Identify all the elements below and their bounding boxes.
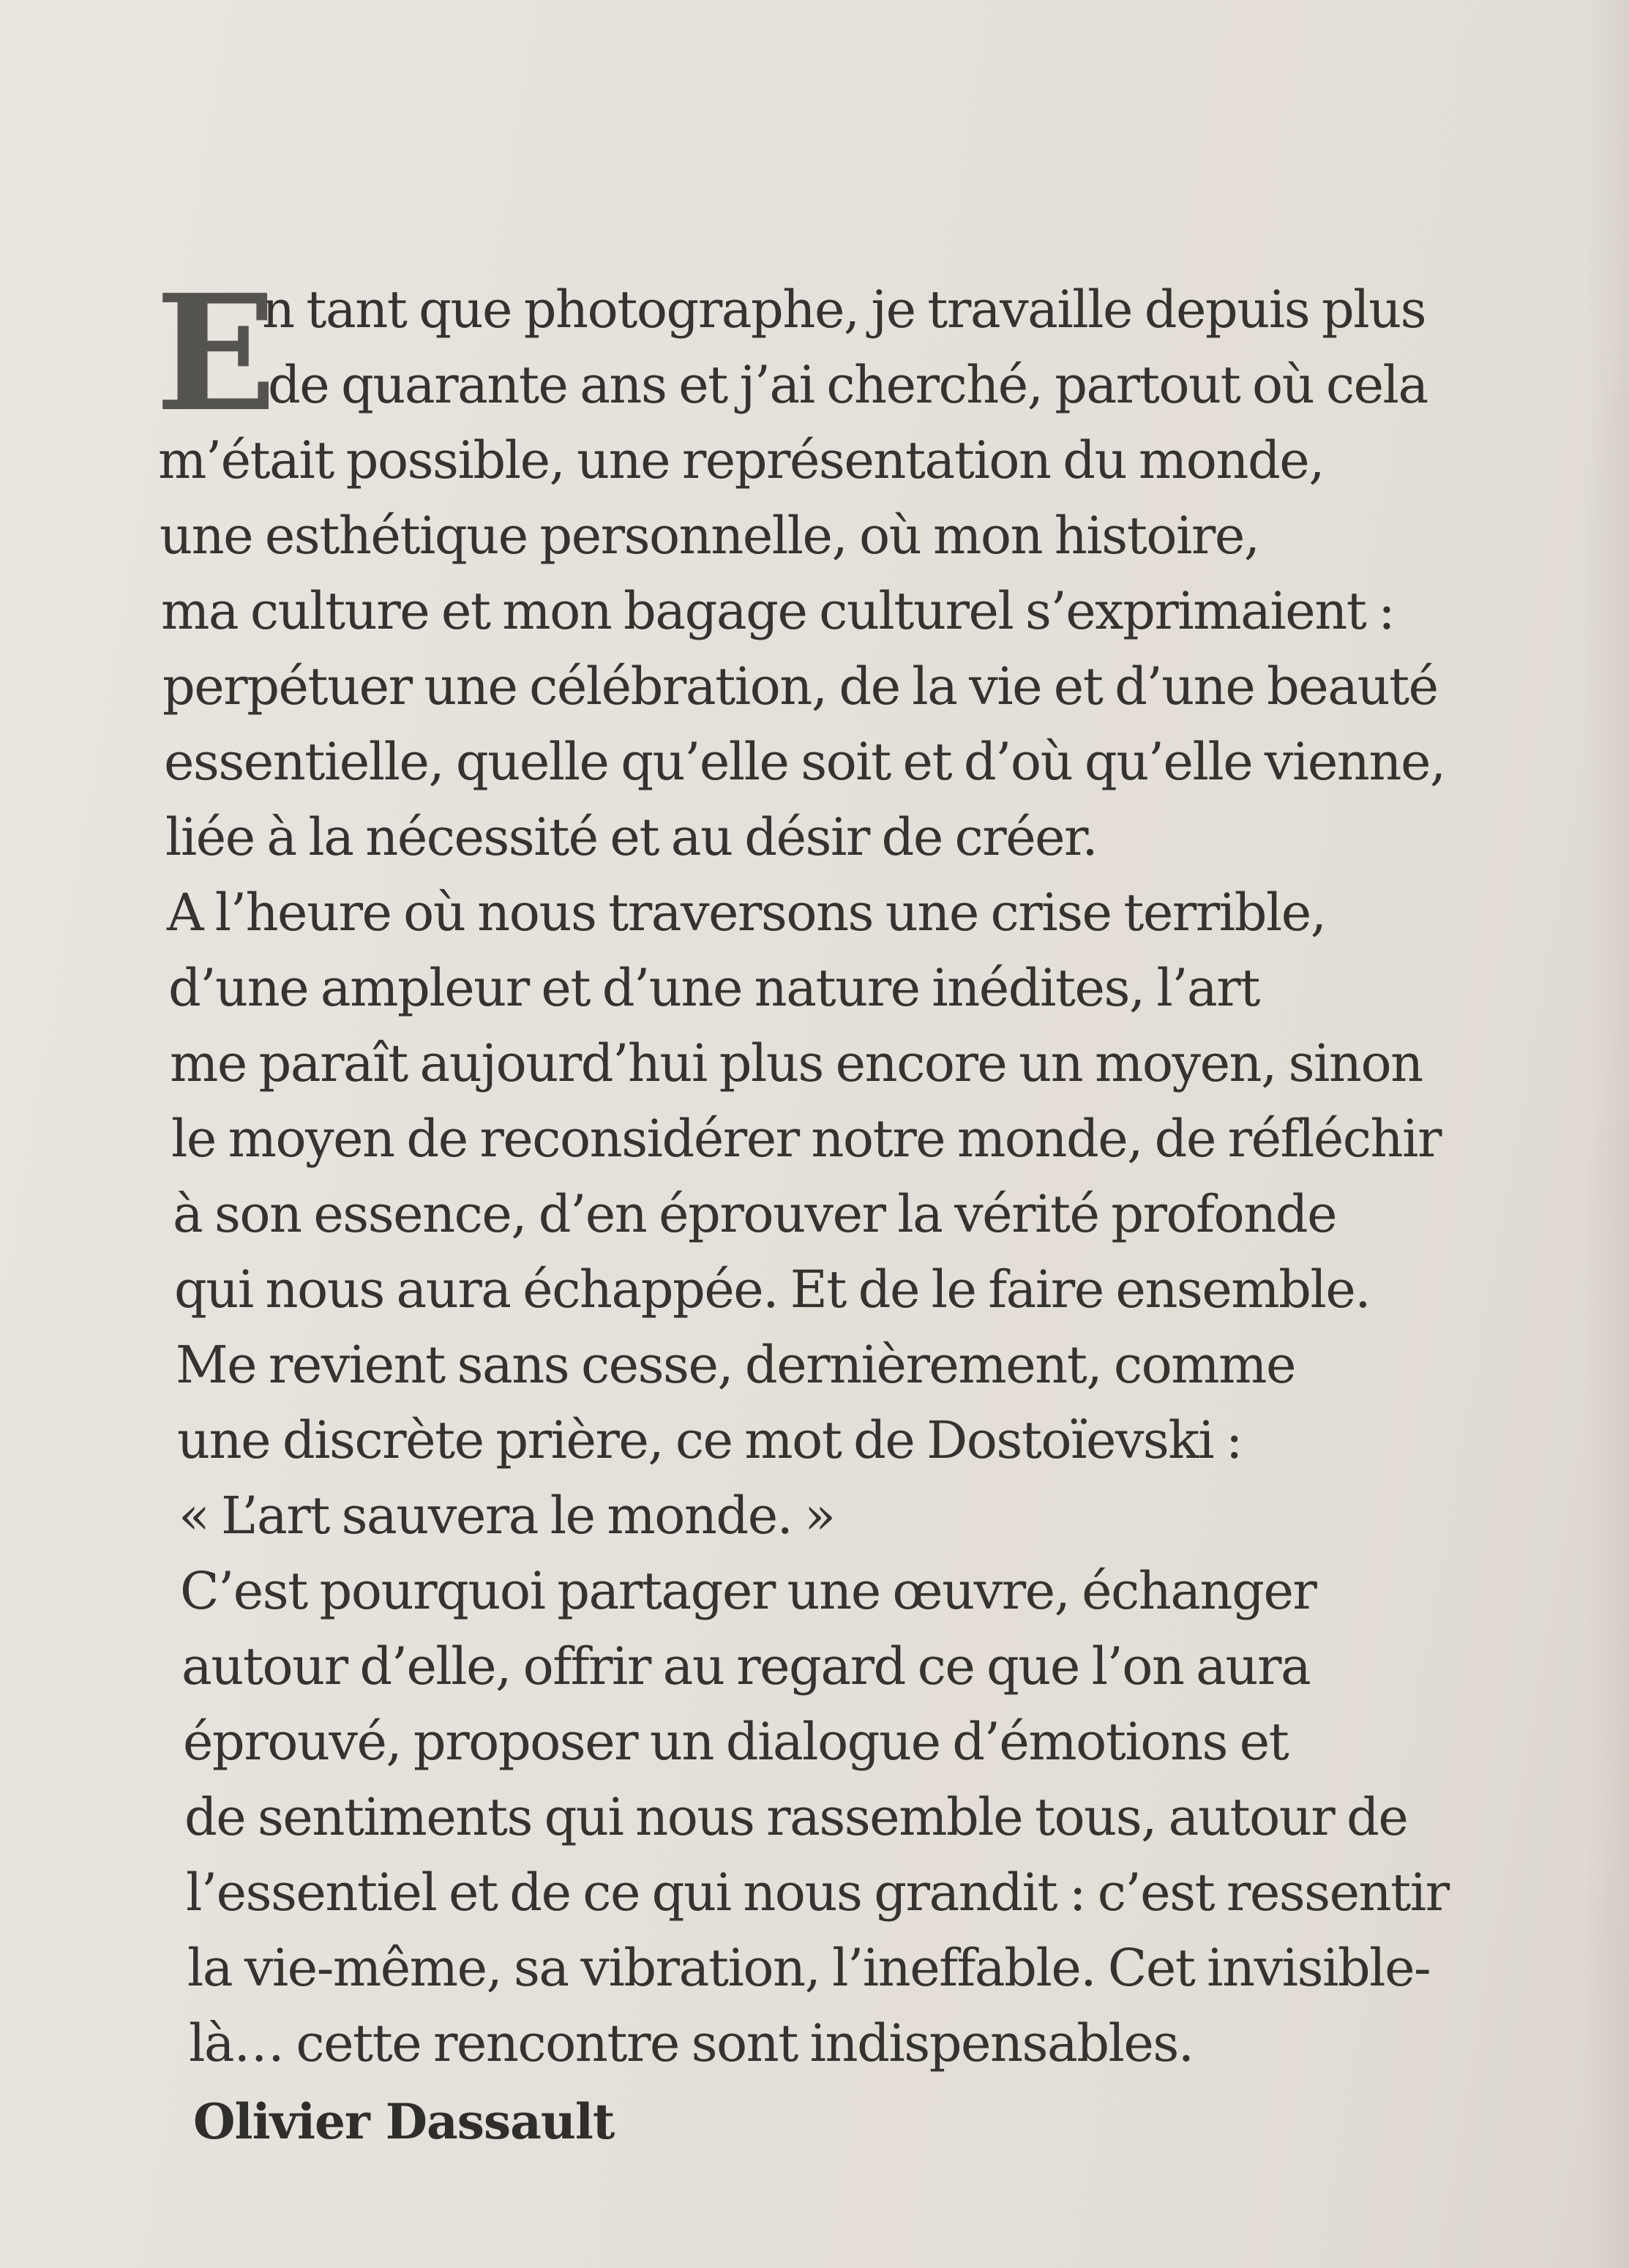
text-line: liée à la nécessité et au désir de créer.	[165, 807, 1098, 867]
opening-paragraph	[155, 260, 1568, 447]
text-line: d’une ampleur et d’une nature inédites, l’art	[168, 958, 1259, 1018]
text-line: la vie-même, sa vibration, l’ineffable. Cet invisible-	[187, 1938, 1431, 1998]
text-line: m’était possible, une représentation du monde,	[158, 430, 1324, 490]
text-line: perpétuer une célébration, de la vie et d’une beauté	[162, 656, 1438, 716]
text-line: qui nous aura échappée. Et de le faire ensemble.	[174, 1260, 1371, 1320]
text-line: ma culture et mon bagage culturel s’exprimaient :	[161, 581, 1395, 641]
text-line: « L’art sauvera le monde. »	[179, 1486, 835, 1546]
text-line: une discrète prière, ce mot de Dostoïevski :	[177, 1410, 1242, 1470]
text-line: me paraît aujourd’hui plus encore un moyen, sinon	[170, 1033, 1423, 1093]
text-block	[155, 260, 1568, 2160]
text-line: à son essence, d’en éprouver la vérité profonde	[173, 1184, 1337, 1244]
author-signature: Olivier Dassault	[193, 2093, 615, 2150]
text-line: éprouvé, proposer un dialogue d’émotions et	[183, 1712, 1289, 1772]
text-line: le moyen de reconsidérer notre monde, de réfléchir	[171, 1109, 1441, 1169]
text-line: de sentiments qui nous rassemble tous, autour de	[184, 1787, 1408, 1847]
text-line: l’essentiel et de ce qui nous grandit : c’est ressentir	[186, 1863, 1449, 1923]
drop-cap: E	[155, 260, 277, 447]
text-line: une esthétique personnelle, où mon histoire,	[160, 506, 1259, 566]
text-line: C’est pourquoi partager une œuvre, échanger	[180, 1561, 1317, 1621]
text-line: autour d’elle, offrir au regard ce que l’on aura	[181, 1636, 1311, 1696]
text-line: n tant que photographe, je travaille depuis plus	[262, 280, 1426, 340]
text-line: A l’heure où nous traversons une crise terrible,	[167, 883, 1326, 943]
text-line: de quarante ans et j’ai cherché, partout où cela	[268, 355, 1428, 415]
text-line: essentielle, quelle qu’elle soit et d’où qu’elle vienne,	[164, 732, 1445, 792]
text-line: là… cette rencontre sont indispensables.	[189, 2013, 1194, 2073]
page-edge-shadow	[1585, 0, 1629, 2268]
text-line: Me revient sans cesse, dernièrement, comme	[176, 1335, 1295, 1395]
